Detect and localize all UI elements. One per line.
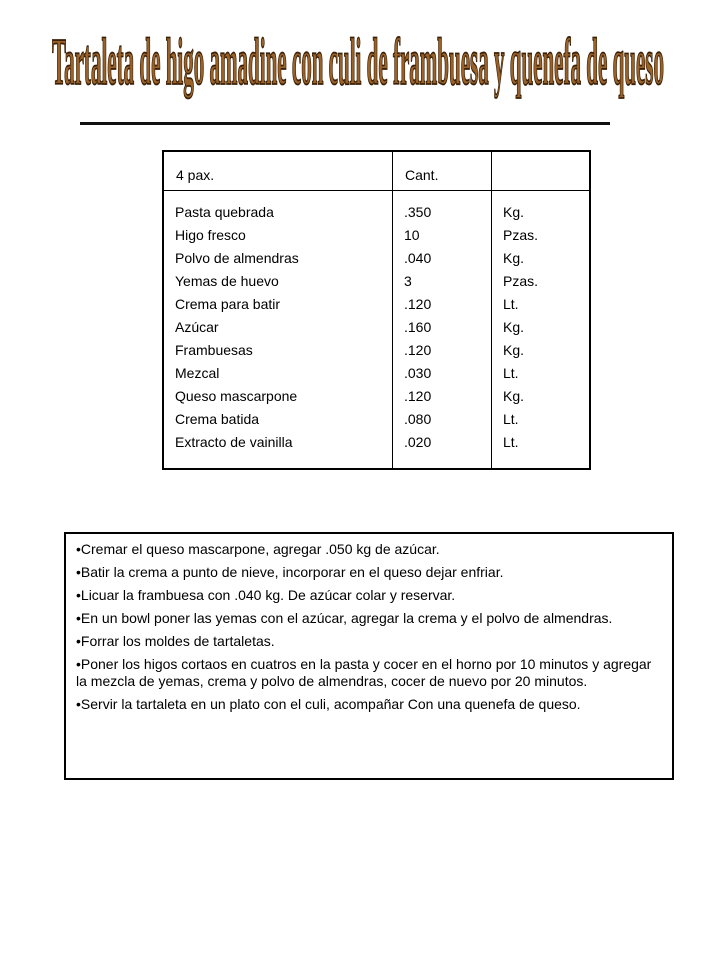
instruction-step: •En un bowl poner las yemas con el azúcar, agregar la crema y el polvo de almendras. <box>76 610 613 626</box>
quantity-list <box>393 191 491 454</box>
instruction-step: •Licuar la frambuesa con .040 kg. De azúcar colar y reservar. <box>76 587 456 603</box>
page-title-text: Tartaleta de higo amadine con culi de frambuesa y quenefa de queso <box>52 25 665 100</box>
instructions-box <box>64 532 674 780</box>
unit-item: Kg. <box>503 204 525 220</box>
ingredient-item: Mezcal <box>175 365 220 381</box>
quantity-item: .020 <box>404 434 432 450</box>
quantity-item: .120 <box>404 296 432 312</box>
unit-item: Pzas. <box>503 227 539 243</box>
instruction-step: •Poner los higos cortaos en cuatros en la pasta y cocer en el horno por 10 minutos y agregar la mezcla de yemas, crema y polvo de almendras, cocer de nuevo por 20 minutos. <box>76 656 652 689</box>
quantity-item: .120 <box>404 388 432 404</box>
unit-item: Lt. <box>503 296 519 312</box>
header-quantity: Cant. <box>393 151 492 191</box>
table-body-row <box>163 191 590 470</box>
unit-item: Lt. <box>503 434 519 450</box>
ingredient-item: Azúcar <box>175 319 219 335</box>
ingredient-item: Crema batida <box>175 411 260 427</box>
ingredient-item: Polvo de almendras <box>175 250 299 266</box>
ingredient-item: Yemas de huevo <box>175 273 279 289</box>
instruction-step: •Servir la tartaleta en un plato con el culi, acompañar Con una quenefa de queso. <box>76 696 581 712</box>
header-unit <box>492 151 591 191</box>
page-title <box>46 22 670 132</box>
ingredient-item: Crema para batir <box>175 296 281 312</box>
header-portions: 4 pax. <box>163 151 393 191</box>
unit-item: Kg. <box>503 250 525 266</box>
title-underline <box>80 122 610 125</box>
unit-item: Kg. <box>503 319 525 335</box>
ingredient-list-cell <box>163 191 393 470</box>
instruction-step: •Cremar el queso mascarpone, agregar .050 kg de azúcar. <box>76 541 440 557</box>
unit-item: Lt. <box>503 365 519 381</box>
quantity-item: 3 <box>404 273 412 289</box>
quantity-list-cell <box>393 191 492 470</box>
ingredient-item: Queso mascarpone <box>175 388 298 404</box>
ingredient-item: Pasta quebrada <box>175 204 274 220</box>
quantity-item: .080 <box>404 411 432 427</box>
instruction-step: •Batir la crema a punto de nieve, incorporar en el queso dejar enfriar. <box>76 564 504 580</box>
quantity-item: 10 <box>404 227 420 243</box>
table-header-row <box>163 151 590 191</box>
unit-list <box>492 191 589 454</box>
quantity-item: .160 <box>404 319 432 335</box>
ingredient-item: Frambuesas <box>175 342 253 358</box>
unit-item: Pzas. <box>503 273 539 289</box>
unit-list-cell <box>492 191 591 470</box>
unit-item: Lt. <box>503 411 519 427</box>
quantity-item: .120 <box>404 342 432 358</box>
quantity-item: .350 <box>404 204 432 220</box>
quantity-item: .040 <box>404 250 432 266</box>
instruction-step: •Forrar los moldes de tartaletas. <box>76 633 275 649</box>
unit-item: Kg. <box>503 388 525 404</box>
ingredient-item: Higo fresco <box>175 227 246 243</box>
ingredients-table <box>162 150 591 470</box>
quantity-item: .030 <box>404 365 432 381</box>
ingredient-list <box>164 191 392 454</box>
ingredient-item: Extracto de vainilla <box>175 434 293 450</box>
unit-item: Kg. <box>503 342 525 358</box>
